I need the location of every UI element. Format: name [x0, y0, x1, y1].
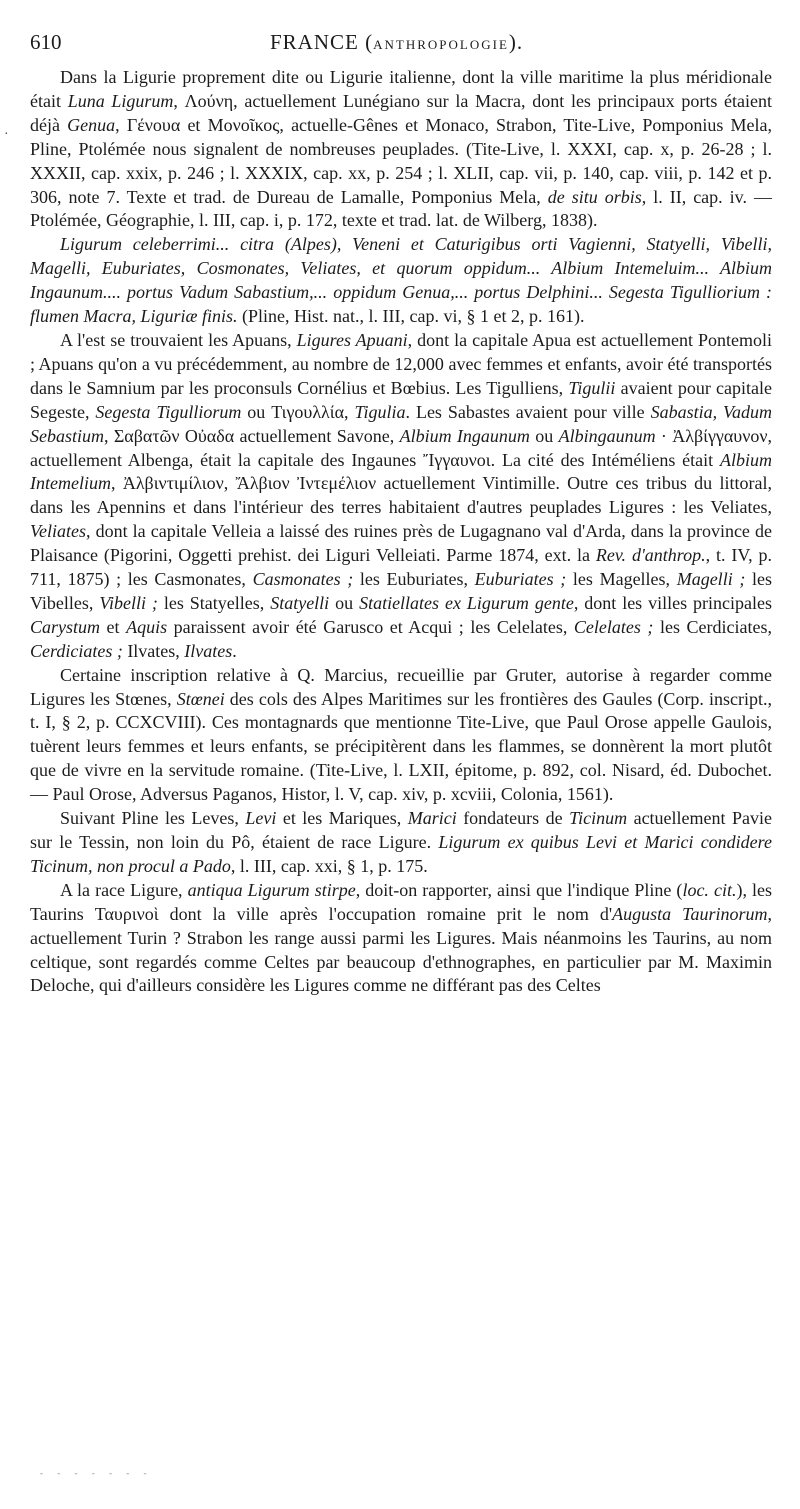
- italic-run: Vibelli ;: [99, 592, 158, 613]
- text-run: , Γένουα et Μονοῖκος, actuelle-Gênes et Monaco, Strabon, Tite-Live, Pomponius Mela, Pline, Ptolémée nous signalent de nombreuses peuplades. (Tite-Live, l. XXXI, cap. x, p. 26-28 ; l. XXXII, cap. xxix, p. 246 ; l. XXXIX, cap. xx, p. 254 ; l. XLII, cap. vii, p. 140, cap. viii, p. 142 et p. 306, note 7. Texte et trad. de Dureau de Lamalle, Pomponius Mela,: [30, 114, 773, 207]
- text-run: , dont la capitale Velleia a laissé des ruines près de Lugagnano val d'Arda, dans la province de Plaisance (Pigorini, Oggetti prehist. dei Liguri Velleiati. Parme 1874, ext. la: [30, 521, 772, 566]
- text-run: , Σαβατῶν Οὐαδα actuellement Savone,: [104, 425, 400, 446]
- footer-mark: - - - - - - -: [40, 1468, 153, 1478]
- italic-run: Augusta Taurinorum: [612, 903, 768, 924]
- italic-run: Tigulia: [354, 401, 406, 422]
- text-run: les Euburiates,: [353, 569, 475, 590]
- text-run: paraissent avoir été Garusco et Acqui ; les Celelates,: [167, 616, 574, 637]
- text-run: , doit-on rapporter, ainsi que l'indique Pline (: [355, 879, 683, 900]
- italic-run: Marici: [407, 808, 457, 829]
- italic-run: Ticinum: [569, 808, 628, 829]
- italic-run: Albium Ingaunum: [399, 425, 530, 446]
- text-run: , Ἀλβιντιμίλιον, Ἄλβιον Ἰντεμέλιον actuellement Vintimille. Outre ces tribus du littoral, dans les Apennins et dans l'intérieur des terres habitaient d'autres peuplades Ligures : les Veliates,: [30, 473, 772, 518]
- page-number: 610: [30, 30, 62, 54]
- text-run: Certaine inscription relative à Q. Marcius, recueillie par Gruter, autorise à regarder comme Ligures les Stœnes,: [30, 664, 772, 709]
- text-run: ou Τιγουλλία,: [241, 401, 355, 422]
- italic-run: Statiellates ex Ligurum gente: [359, 592, 574, 613]
- text-run: Dans la Ligurie proprement dite ou Ligurie italienne, dont la ville maritime la plus méridionale était: [30, 67, 772, 111]
- paragraph-apuans: [30, 329, 772, 664]
- italic-run: loc. cit.: [682, 879, 737, 900]
- margin-mark: ·: [4, 127, 9, 142]
- text-run: · Ἀλβίγγαυνον, actuellement Albenga, était la capitale des Ingaunes Ἴγγαυνοι. La cité des Intéméliens était: [30, 425, 772, 470]
- running-header: [30, 30, 772, 60]
- italic-run: Ligures Apuani: [296, 329, 408, 350]
- body-text: [30, 66, 772, 998]
- text-run: les Vibelles,: [30, 569, 772, 613]
- running-title: [270, 30, 610, 55]
- paragraph-liguria: [30, 66, 772, 233]
- italic-run: Carystum: [30, 616, 101, 637]
- italic-run: antiqua Ligurum stirpe: [187, 879, 356, 900]
- text-run: . Les Sabastes avaient pour ville: [405, 401, 651, 422]
- italic-run: Ilvates: [184, 640, 233, 661]
- title-subject: ANTHROPOLOGIE: [373, 37, 509, 52]
- italic-run: Veliates: [30, 521, 86, 542]
- italic-run: Ligurum celeberrimi... citra (Alpes), Veneni et Caturigibus orti Vagienni, Statyelli, Vibelli, Magelli, Euburiates, Cosmonates, Veliates, et quorum oppidum... Albium Intemeluim... Albium Ingaunum.... portus Vadum Sabastium,... oppidum Genua,... portus Delphini... Segesta Tigulliorium : flumen Macra, Liguriæ finis.: [30, 234, 772, 327]
- text-run: A la race Ligure,: [60, 879, 188, 900]
- text-run: , dont les villes principales: [573, 592, 773, 613]
- text-run: Suivant Pline les Leves,: [60, 808, 246, 829]
- text-run: ou: [329, 592, 360, 613]
- text-run: , t. IV, p. 711, 1875) ; les Casmonates,: [30, 545, 772, 590]
- text-run: , Λούνη, actuellement Lunégiano sur la Macra, dont les principaux ports étaient déjà: [30, 90, 772, 135]
- italic-run: Albingaunum: [558, 425, 656, 446]
- italic-run: Casmonates ;: [252, 569, 354, 590]
- text-run: avaient pour capitale Segeste,: [30, 377, 772, 422]
- italic-run: Euburiates ;: [474, 569, 567, 590]
- italic-run: Luna Ligurum: [67, 90, 174, 111]
- italic-run: Sabastia, Vadum Sebastium: [30, 401, 773, 446]
- italic-run: Celelates ;: [573, 616, 654, 637]
- text-run: ), les Taurins Ταυρινοὶ dont la ville après l'occupation romaine prit le nom d': [30, 879, 772, 924]
- text-run: (Pline, Hist. nat., l. III, cap. vi, § 1 et 2, p. 161).: [237, 306, 585, 327]
- italic-run: Magelli ;: [676, 569, 746, 590]
- text-run: , dont la capitale Apua est actuellement Pontemoli ; Apuans qu'on a vu précédemment, au nombre de 12,000 avec femmes et enfants, avoir été transportés dans le Samnium par les proconsuls Cornélius et Bœbius. Les Tigulliens,: [30, 329, 772, 398]
- text-run: , l. III, cap. xxi, § 1, p. 175.: [230, 855, 428, 876]
- text-run: .: [232, 640, 237, 661]
- paragraph-stoenes: [30, 664, 772, 807]
- text-run: les Magelles,: [566, 569, 677, 590]
- italic-run: Aquis: [126, 616, 168, 637]
- text-run: et: [100, 616, 127, 637]
- italic-run: Statyelli: [270, 592, 330, 613]
- paragraph-taurins: [30, 879, 772, 999]
- text-run: , actuellement Turin ? Strabon les range aussi parmi les Ligures. Mais néanmoins les Taurins, au nom celtique, sont regardés comme Celtes par beaucoup d'ethnographes, en particulier par M. Maximin Deloche, qui d'ailleurs considère les Ligures comme ne différant pas des Celtes: [30, 903, 773, 996]
- text-run: des cols des Alpes Maritimes sur les frontières des Gaules (Corp. inscript., t. I, § 2, p. CCXCVIII). Ces montagnards que mentionne Tite-Live, que Paul Orose appelle Gaulois, tuèrent leurs femmes et leurs enfants, se précipitèrent dans les flammes, se donnèrent la mort plutôt que de vivre en la servitude romaine. (Tite-Live, l. LXII, épitome, p. 892, col. Nisard, éd. Dubochet. — Paul Orose, Adversus Paganos, Histor, l. V, cap. xiv, p. xcviii, Colonia, 1561).: [30, 688, 773, 805]
- title-close: ).: [508, 30, 524, 54]
- italic-run: Cerdiciates ;: [30, 640, 123, 661]
- paragraph-pliny-quote: [30, 233, 772, 329]
- italic-run: Albium Intemelium: [30, 449, 772, 494]
- text-run: les Cerdiciates,: [653, 616, 772, 637]
- italic-run: de situ orbis: [547, 186, 642, 207]
- italic-run: Levi: [245, 808, 277, 829]
- paragraph-leves: [30, 807, 772, 879]
- text-run: les Statyelles,: [157, 592, 271, 613]
- text-run: A l'est se trouvaient les Apuans,: [60, 329, 297, 350]
- text-run: et les Mariques,: [276, 808, 408, 829]
- italic-run: Tigulii: [568, 377, 616, 398]
- italic-run: Rev. d'anthrop.: [595, 545, 706, 566]
- title-main: FRANCE (: [270, 30, 374, 54]
- text-run: ou: [529, 425, 559, 446]
- italic-run: Stœnei: [176, 688, 225, 709]
- italic-run: Ligurum ex quibus Levi et Marici condidere Ticinum, non procul a Pado: [30, 832, 772, 876]
- text-run: , l. II, cap. iv. — Ptolémée, Géographie, l. III, cap. i, p. 172, texte et trad. lat. de Wilberg, 1838).: [30, 186, 772, 231]
- text-run: actuellement Pavie sur le Tessin, non loin du Pô, étaient de race Ligure.: [30, 808, 772, 852]
- italic-run: Segesta Tigulliorum: [95, 401, 242, 422]
- text-run: fondateurs de: [456, 808, 570, 829]
- text-run: Ilvates,: [122, 640, 185, 661]
- italic-run: Genua: [67, 114, 116, 135]
